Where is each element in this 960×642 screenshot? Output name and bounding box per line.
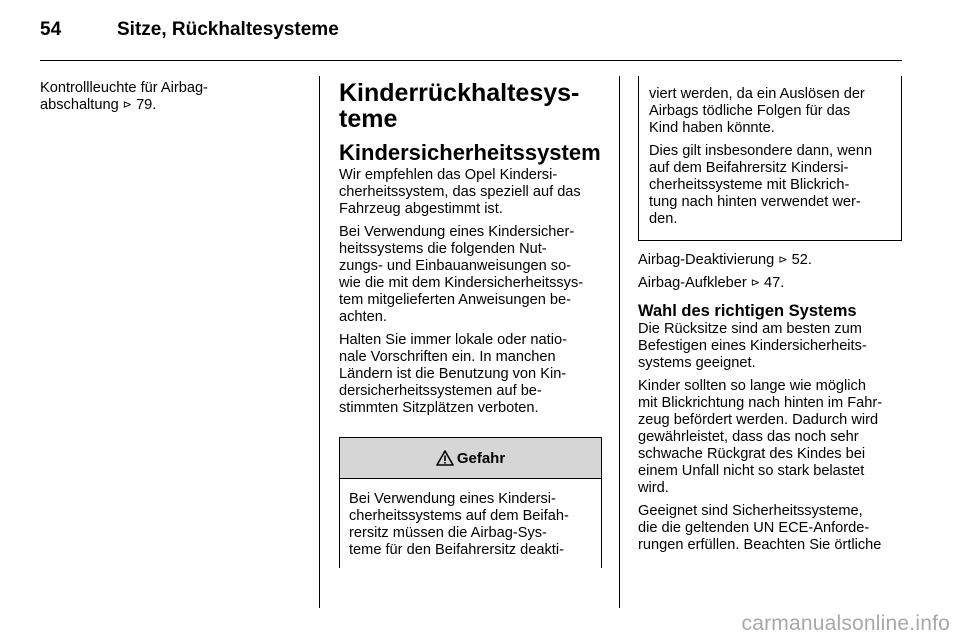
text-line: dersicherheitssystemen auf be- bbox=[339, 383, 542, 399]
ref-text: Airbag-Aufkleber bbox=[638, 275, 747, 291]
text-line: Geeignet sind Sicherheitssysteme, bbox=[638, 503, 863, 519]
text-line: cherheitssystems auf dem Beifah- bbox=[349, 508, 569, 524]
page-number: 54 bbox=[40, 19, 62, 40]
text-line: Airbags tödliche Folgen für das bbox=[649, 103, 851, 119]
text-line: viert werden, da ein Auslösen der bbox=[649, 86, 865, 102]
text-line: die die geltenden UN ECE-Anforde- bbox=[638, 520, 870, 536]
text-line: auf dem Beifahrersitz Kindersi- bbox=[649, 160, 849, 176]
text-line: Kontrollleuchte für Airbag- bbox=[40, 80, 208, 96]
warning-header bbox=[340, 438, 601, 479]
text-line: Bei Verwendung eines Kindersicher- bbox=[339, 224, 575, 240]
text-line: Halten Sie immer lokale oder natio- bbox=[339, 332, 567, 348]
text-line: teme für den Beifahrersitz deakti- bbox=[349, 542, 564, 558]
text-line: Die Rücksitze sind am besten zum bbox=[638, 321, 862, 337]
text-line: wie die mit dem Kindersicherheitssys- bbox=[339, 275, 584, 291]
watermark: carmanualsonline.info bbox=[741, 612, 950, 635]
text-line: nale Vorschriften ein. In manchen bbox=[339, 349, 556, 365]
header-rule bbox=[40, 60, 902, 61]
text-line: tem mitgelieferten Anweisungen be- bbox=[339, 292, 572, 308]
danger-warning-box-continued bbox=[638, 76, 902, 241]
ref-page: 52. bbox=[791, 252, 812, 268]
text-line: cherheitssystem, das speziell auf das bbox=[339, 184, 581, 200]
text-line: schwache Rückgrat des Kindes bei bbox=[638, 446, 866, 462]
text-line: gewährleistet, dass das noch sehr bbox=[638, 429, 859, 445]
paragraph bbox=[649, 143, 893, 228]
warning-triangle-icon bbox=[436, 450, 454, 466]
ref-page: 79. bbox=[136, 97, 157, 113]
paragraph bbox=[339, 332, 607, 417]
ref-text: abschaltung bbox=[40, 97, 119, 113]
page-ref-arrow-icon: ⊳ bbox=[122, 99, 132, 111]
paragraph bbox=[649, 86, 893, 137]
heading-line: teme bbox=[339, 105, 398, 133]
ref-page: 47. bbox=[764, 275, 785, 291]
warning-text bbox=[340, 479, 601, 559]
text-line: Fahrzeug abgestimmt ist. bbox=[339, 201, 503, 217]
text-line: einem Unfall nicht so stark belastet bbox=[638, 463, 865, 479]
text-line: Kind haben könnte. bbox=[649, 120, 775, 136]
text-line: Wir empfehlen das Opel Kindersi- bbox=[339, 167, 558, 183]
text-line: wird. bbox=[638, 480, 669, 496]
text-line: Bei Verwendung eines Kindersi- bbox=[349, 491, 556, 507]
text-line: rersitz müssen die Airbag-Sys- bbox=[349, 525, 547, 541]
danger-warning-box bbox=[339, 437, 602, 568]
text-line: Dies gilt insbesondere dann, wenn bbox=[649, 143, 873, 159]
text-line: tung nach hinten verwendet wer- bbox=[649, 194, 861, 210]
text-line: Befestigen eines Kindersicherheits- bbox=[638, 338, 867, 354]
column-divider-1 bbox=[319, 76, 320, 608]
text-line: Kinder sollten so lange wie möglich bbox=[638, 378, 866, 394]
page-ref-arrow-icon: ⊳ bbox=[750, 277, 760, 289]
text-line: rungen erfüllen. Beachten Sie örtliche bbox=[638, 537, 882, 553]
ref-text: Airbag-Deaktivierung bbox=[638, 252, 775, 268]
paragraph bbox=[339, 224, 607, 326]
cross-reference[interactable] bbox=[638, 275, 908, 292]
subsection-heading: Wahl des richtigen Systems bbox=[638, 302, 857, 320]
subsection-heading: Kindersicherheitssystem bbox=[339, 140, 601, 165]
paragraph bbox=[638, 503, 908, 554]
text-line: den. bbox=[649, 211, 678, 227]
paragraph bbox=[638, 321, 908, 372]
column-1 bbox=[40, 80, 310, 114]
text-line: systems geeignet. bbox=[638, 355, 756, 371]
paragraph bbox=[339, 167, 607, 218]
column-2 bbox=[339, 80, 607, 423]
text-line: heitssystems die folgenden Nut- bbox=[339, 241, 547, 257]
cross-reference[interactable] bbox=[638, 252, 908, 269]
text-line: Ländern ist die Benutzung von Kin- bbox=[339, 366, 567, 382]
text-line: stimmten Sitzplätzen verboten. bbox=[339, 400, 539, 416]
section-heading bbox=[339, 80, 607, 132]
paragraph bbox=[638, 378, 908, 497]
warning-label: Gefahr bbox=[456, 449, 506, 467]
column-3 bbox=[638, 252, 908, 560]
cross-reference[interactable] bbox=[40, 97, 310, 114]
page-ref-arrow-icon: ⊳ bbox=[778, 254, 788, 266]
text-line: mit Blickrichtung nach hinten im Fahr- bbox=[638, 395, 883, 411]
heading-line: Kinderrückhaltesys- bbox=[339, 79, 580, 107]
page-title: Sitze, Rückhaltesysteme bbox=[117, 19, 339, 40]
text-line: cherheitssysteme mit Blickrich- bbox=[649, 177, 850, 193]
text-line: zeug befördert werden. Dadurch wird bbox=[638, 412, 879, 428]
text-line: zungs- und Einbauanweisungen so- bbox=[339, 258, 572, 274]
text-line: achten. bbox=[339, 309, 387, 325]
column-divider-2 bbox=[619, 76, 620, 608]
